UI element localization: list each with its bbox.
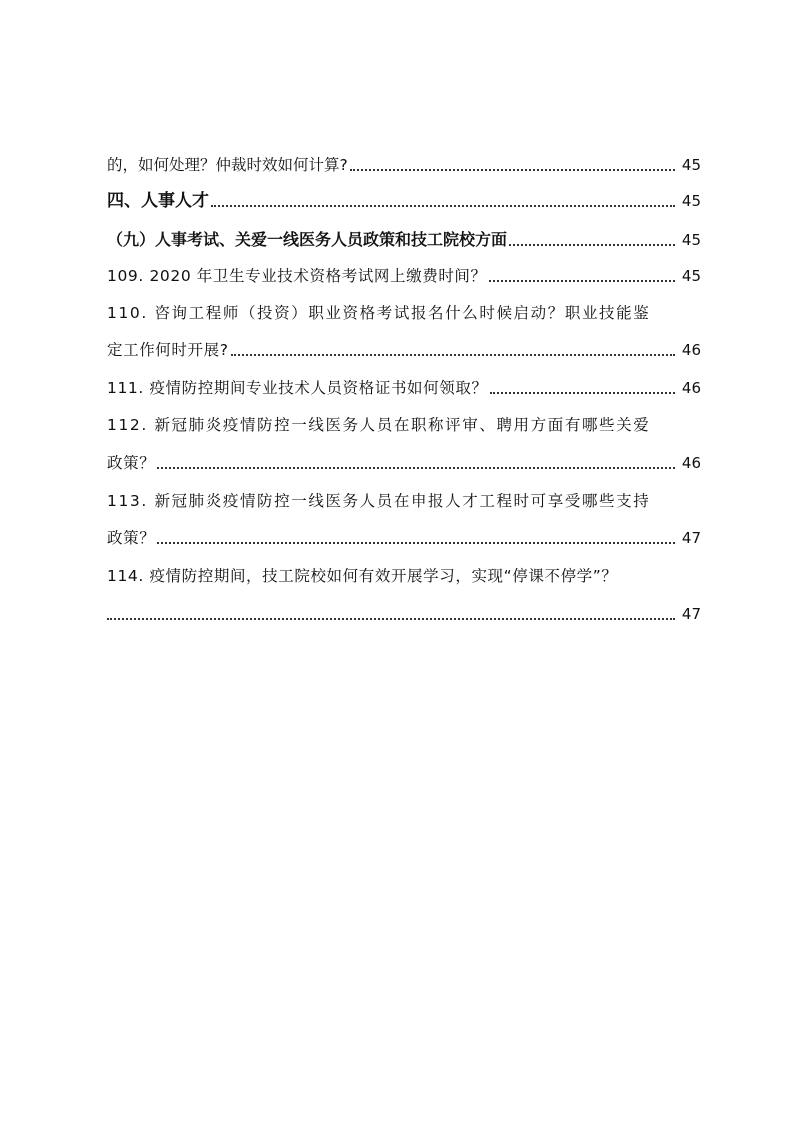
dot-leader — [509, 244, 675, 246]
toc-entry-question-113-continuation[interactable] — [107, 527, 701, 549]
toc-page-number: 45 — [681, 231, 701, 249]
toc-entry-text: 112. 新冠肺炎疫情防控一线医务人员在职称评审、聘用方面有哪些关爱 — [107, 416, 651, 434]
toc-entry-text: 111. 疫情防控期间专业技术人员资格证书如何领取？ — [107, 379, 488, 397]
toc-entry-question-114-continuation[interactable] — [107, 603, 701, 625]
toc-entry-continuation[interactable] — [107, 154, 701, 176]
toc-entry-question-114[interactable] — [107, 565, 701, 587]
toc-entry-text: （九）人事考试、关爱一线医务人员政策和技工院校方面 — [107, 230, 508, 249]
toc-entry-section-heading[interactable] — [107, 190, 701, 212]
toc-entry-text: 110. 咨询工程师（投资）职业资格考试报名什么时候启动？职业技能鉴 — [107, 304, 651, 322]
toc-entry-subsection-heading[interactable] — [107, 229, 701, 251]
dot-leader — [211, 205, 675, 207]
dot-leader — [489, 280, 675, 282]
dot-leader — [157, 542, 675, 544]
dot-leader — [107, 618, 675, 620]
toc-entry-question-110[interactable] — [107, 302, 701, 324]
toc-entry-text: 的，如何处理？仲裁时效如何计算? — [107, 156, 348, 174]
toc-page-number: 45 — [681, 267, 701, 285]
dot-leader — [350, 169, 675, 171]
toc-page-number: 47 — [681, 529, 701, 547]
toc-page-number: 47 — [681, 605, 701, 623]
toc-entry-text: 定工作何时开展? — [107, 341, 229, 359]
dot-leader — [231, 354, 675, 356]
toc-page-number: 46 — [681, 379, 701, 397]
dot-leader — [490, 392, 675, 394]
toc-page-number: 46 — [681, 454, 701, 472]
toc-page-number: 45 — [681, 156, 701, 174]
toc-entry-text: 四、人事人才 — [107, 191, 209, 211]
toc-entry-question-111[interactable] — [107, 377, 701, 399]
toc-entry-question-112-continuation[interactable] — [107, 452, 701, 474]
toc-entry-text: 113. 新冠肺炎疫情防控一线医务人员在申报人才工程时可享受哪些支持 — [107, 492, 651, 510]
toc-page-number: 46 — [681, 341, 701, 359]
toc-entry-text: 109. 2020 年卫生专业技术资格考试网上缴费时间？ — [107, 267, 487, 285]
toc-page-number: 45 — [681, 192, 701, 210]
dot-leader — [157, 467, 675, 469]
toc-entry-text: 114. 疫情防控期间，技工院校如何有效开展学习，实现“停课不停学”？ — [107, 567, 618, 585]
toc-entry-text: 政策？ — [107, 529, 156, 547]
toc-entry-question-113[interactable] — [107, 490, 701, 512]
toc-entry-question-110-continuation[interactable] — [107, 339, 701, 361]
toc-entry-text: 政策？ — [107, 454, 156, 472]
toc-entry-question-109[interactable] — [107, 265, 701, 287]
toc-entry-question-112[interactable] — [107, 414, 701, 436]
